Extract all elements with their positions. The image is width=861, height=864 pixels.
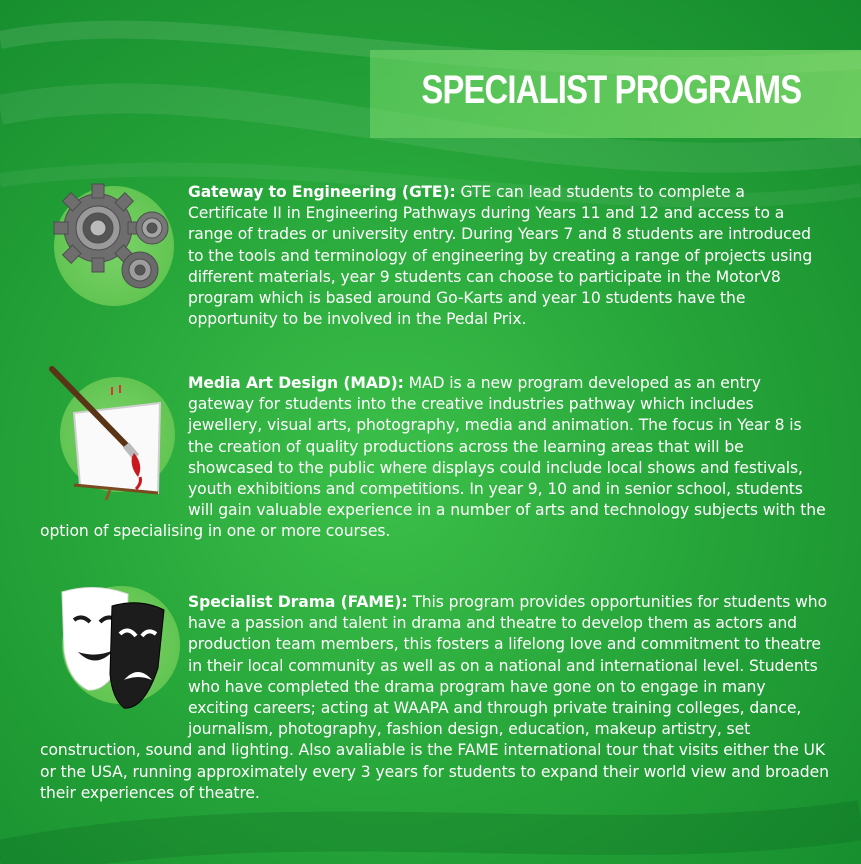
page-title: SPECIALIST PROGRAMS	[421, 68, 801, 112]
section-mad-body: MAD is a new program developed as an entry gateway for students into the creative industries pathway which includes jewellery, visual arts, photography, media and animation. The focus in Year 8 is the creation of quality productions across the learning areas that will be showcased to the public where displays could include local shows and festivals, youth exhibitions and competitions. In year 9, 10 and in senior school, students will gain valuable experience in a number of arts and technology subjects with the option of specialising in one or more courses.	[40, 374, 826, 541]
section-fame-heading: Specialist Drama (FAME):	[188, 593, 408, 611]
section-gte-text	[40, 182, 820, 330]
section-fame-body: This program provides opportunities for students who have a passion and talent in drama and theatre to develop them as actors and production team members, this fosters a lifelong love and commitment to theatre in their local community as well as on a national and international level. Students who have completed the drama program have gone on to engage in many exciting careers; acting at WAAPA and through private training colleges, dance, journalism, photography, fashion design, education, makeup artistry, set construction, sound and lighting. Also avaliable is the FAME international tour that visits either the UK or the USA, running approximately every 3 years for students to expand their world view and broaden their experiences of theatre.	[40, 593, 829, 802]
section-gte-body: GTE can lead students to complete a Certificate II in Engineering Pathways during Years 11 and 12 and access to a range of trades or university entry. During Years 7 and 8 students are introduced to the tools and terminology of engineering by creating a range of projects using different materials, year 9 students can choose to participate in the MotorV8 program which is based around Go-Karts and year 10 students have the opportunity to be involved in the Pedal Prix.	[188, 183, 813, 329]
section-fame-text	[40, 592, 830, 804]
section-mad-text	[40, 373, 830, 543]
section-gte-heading: Gateway to Engineering (GTE):	[188, 183, 456, 201]
section-mad-heading: Media Art Design (MAD):	[188, 374, 404, 392]
